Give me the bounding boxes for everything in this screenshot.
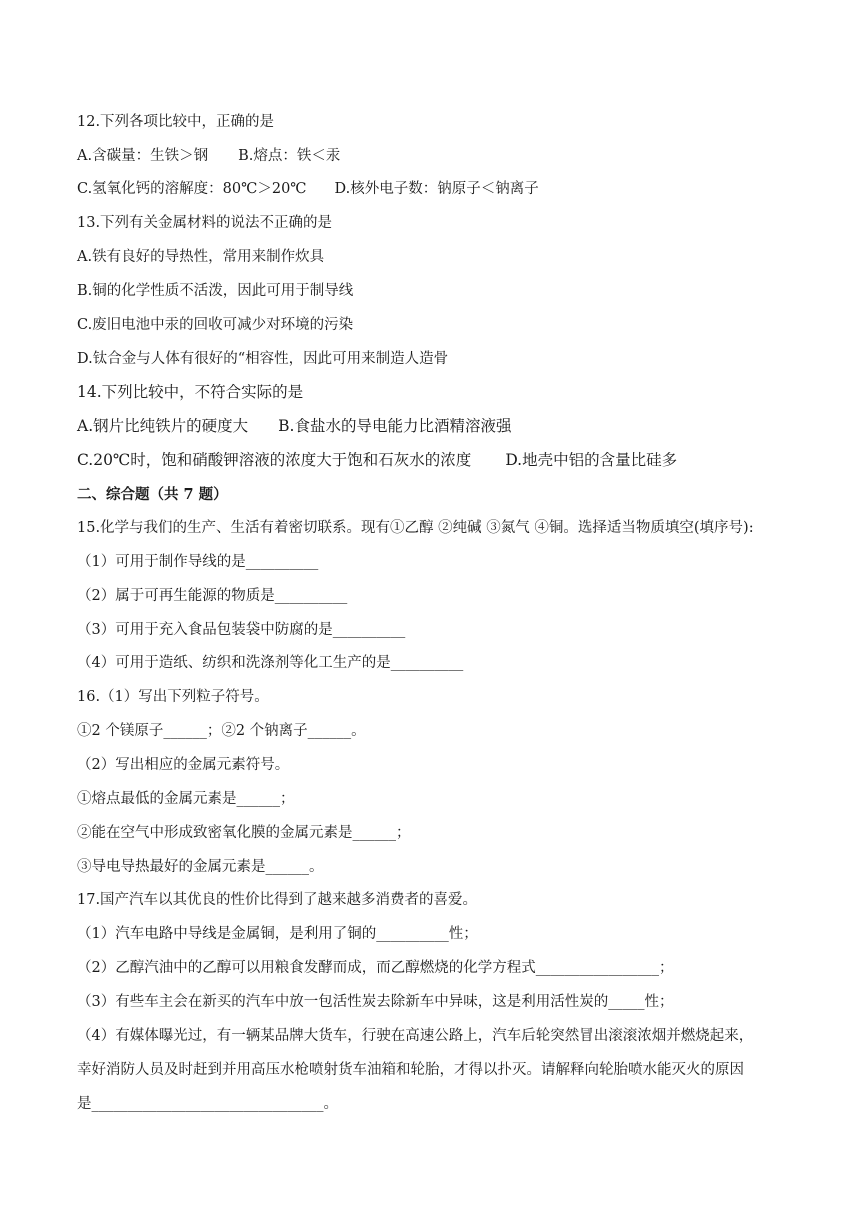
q13-option-d: D.钛合金与人体有很好的“相容性，因此可用来制造人造骨: [77, 351, 449, 367]
q15-part-1: （1）可用于制作导线的是__________: [77, 554, 319, 570]
q16-stem: 16.（1）写出下列粒子符号。: [77, 689, 269, 705]
q12-option-b: B.熔点：铁＜汞: [238, 148, 341, 164]
q16-part-4: ②能在空气中形成致密氧化膜的金属元素是______；: [77, 825, 411, 841]
q12-options-row1: [77, 146, 820, 166]
q17-part-4a: （4）有媒体曝光过，有一辆某品牌大货车，行驶在高速公路上，汽车后轮突然冒出滚滚浓烟并燃烧起来，: [77, 1028, 754, 1044]
q13-option-b: B.铜的化学性质不活泼，因此可用于制导线: [77, 283, 354, 299]
q16-part-1: ①2 个镁原子______；②2 个钠离子______。: [77, 723, 366, 739]
q14-option-a: A.钢片比纯铁片的硬度大: [77, 417, 249, 435]
q13-option-c: C.废旧电池中汞的回收可减少对环境的污染: [77, 317, 354, 333]
q14-option-b: B.食盐水的导电能力比酒精溶液强: [278, 417, 512, 435]
q17-stem: 17.国产汽车以其优良的性价比得到了越来越多消费者的喜爱。: [77, 892, 478, 908]
q15-stem: 15.化学与我们的生产、生活有着密切联系。现有①乙醇 ②纯碱 ③氮气 ④铜。选择适当物质填空(填序号):: [77, 520, 754, 536]
q14-options-row1: [77, 416, 820, 436]
q13-stem: 13.下列有关金属材料的说法不正确的是: [77, 215, 333, 231]
q12-option-a: A.含碳量：生铁＞钢: [77, 148, 209, 164]
q15-part-3: （3）可用于充入食品包装袋中防腐的是__________: [77, 622, 406, 638]
q13-option-a: A.铁有良好的导热性，常用来制作炊具: [77, 249, 325, 265]
q17-part-4c: 是________________________________。: [77, 1096, 338, 1112]
q12-stem: 12.下列各项比较中，正确的是: [77, 114, 275, 130]
q15-part-2: （2）属于可再生能源的物质是__________: [77, 588, 348, 604]
q17-part-3: （3）有些车主会在新买的汽车中放一包活性炭去除新车中异味，这是利用活性炭的_____性；: [77, 994, 674, 1010]
q17-part-2: （2）乙醇汽油中的乙醇可以用粮食发酵而成，而乙醇燃烧的化学方程式_________________；: [77, 960, 674, 976]
q16-part-2: （2）写出相应的金属元素符号。: [77, 757, 290, 773]
q14-stem: 14.下列比较中，不符合实际的是: [77, 383, 304, 401]
q17-part-4b: 幸好消防人员及时赶到并用高压水枪喷射货车油箱和轮胎，才得以扑灭。请解释向轮胎喷水能灭火的原因: [77, 1062, 744, 1078]
q15-part-4: （4）可用于造纸、纺织和洗涤剂等化工生产的是__________: [77, 655, 464, 671]
q12-options-row2: [77, 179, 820, 199]
q16-part-5: ③导电导热最好的金属元素是______。: [77, 859, 324, 875]
q12-option-d: D.核外电子数：钠原子＜钠离子: [334, 181, 539, 197]
q16-part-3: ①熔点最低的金属元素是______；: [77, 791, 295, 807]
q17-part-1: （1）汽车电路中导线是金属铜，是利用了铜的__________性；: [77, 926, 478, 942]
q12-option-c: C.氢氧化钙的溶解度：80℃＞20℃: [77, 181, 307, 197]
q14-options-row2: [77, 450, 820, 470]
q14-option-c: C.20℃时，饱和硝酸钾溶液的浓度大于饱和石灰水的浓度: [77, 451, 472, 469]
section-title: 二、综合题（共 7 题）: [77, 486, 228, 503]
q14-option-d: D.地壳中铝的含量比硅多: [505, 451, 678, 469]
